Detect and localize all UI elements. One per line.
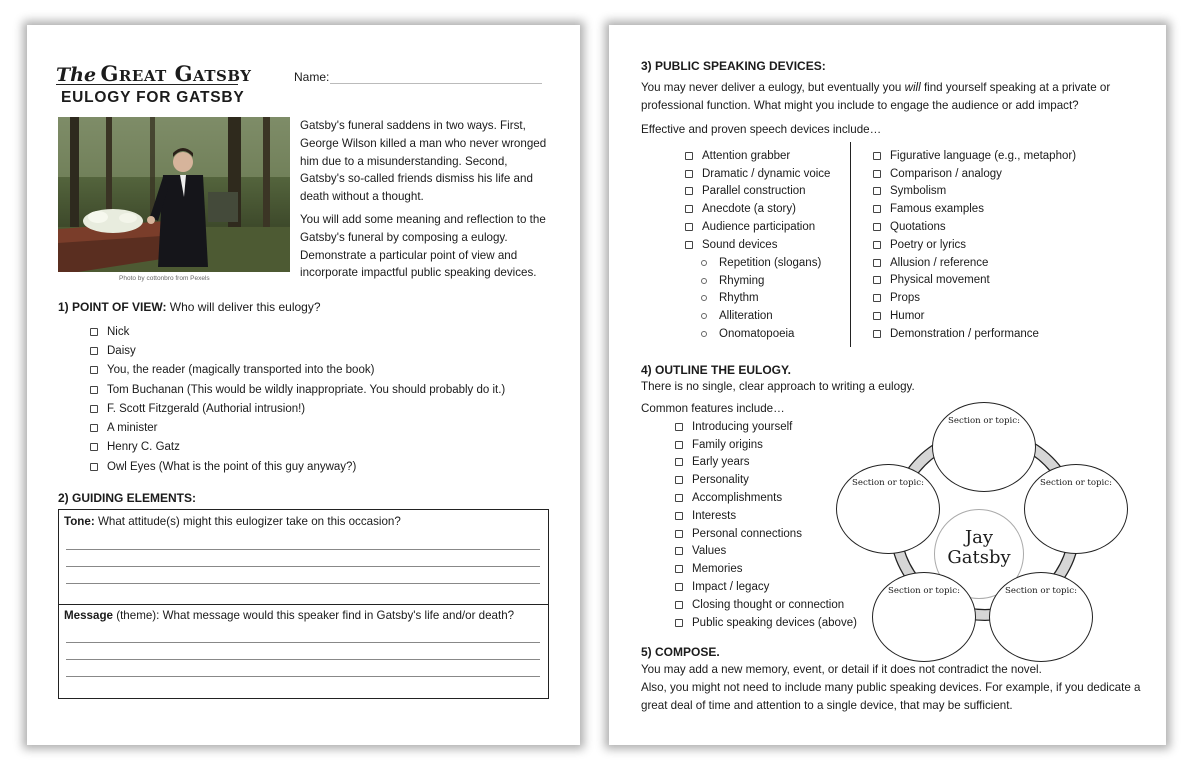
public-speaking-heading: 3) PUBLIC SPEAKING DEVICES: [641, 59, 826, 73]
device-label: Symbolism [890, 185, 947, 198]
outline-heading: 4) OUTLINE THE EULOGY. [641, 363, 792, 377]
feature-label: Personal connections [692, 527, 802, 540]
public-speaking-intro-emphasis: will [904, 81, 921, 94]
feature-option[interactable] [675, 507, 857, 525]
pov-option-label: Owl Eyes (What is the point of this guy anyway?) [107, 460, 357, 473]
pov-option[interactable] [90, 457, 505, 476]
title-logo [56, 61, 252, 86]
feature-label: Values [692, 545, 727, 558]
section-bubble-top[interactable] [932, 402, 1036, 492]
center-name-last: Gatsby [947, 547, 1011, 568]
checkbox-icon[interactable] [685, 205, 693, 213]
checkbox-icon[interactable] [873, 187, 881, 195]
name-label: Name: [294, 70, 330, 84]
devices-column-divider [850, 142, 851, 347]
section-bubble-label: Section or topic: [851, 478, 925, 488]
pov-option[interactable] [90, 341, 505, 360]
tone-prompt [64, 515, 401, 528]
pov-option-label: Tom Buchanan (This would be wildly inappropriate. You should probably do it.) [107, 383, 506, 396]
funeral-photo [58, 117, 290, 272]
point-of-view-question: Who will deliver this eulogy? [169, 300, 321, 314]
feature-option[interactable] [675, 614, 857, 632]
device-label: Humor [890, 310, 925, 323]
device-label: Attention grabber [702, 149, 791, 162]
bullet-circle-icon [701, 331, 707, 337]
device-option[interactable] [873, 200, 1076, 218]
device-label: Allusion / reference [890, 256, 989, 269]
bullet-circle-icon [701, 278, 707, 284]
answer-line[interactable] [66, 583, 540, 584]
answer-line[interactable] [66, 659, 540, 660]
message-box [58, 603, 549, 699]
compose-heading: 5) COMPOSE. [641, 645, 720, 659]
device-label: Famous examples [890, 203, 984, 216]
device-label: Dramatic / dynamic voice [702, 167, 831, 180]
logo-the: The [56, 64, 97, 86]
checkbox-icon[interactable] [873, 170, 881, 178]
tone-label: Tone: [64, 515, 95, 528]
device-label: Sound devices [702, 238, 778, 251]
pov-option-label: Nick [107, 325, 130, 338]
tone-box [58, 509, 549, 605]
checkbox-icon[interactable] [873, 223, 881, 231]
sound-device-item [701, 307, 821, 325]
device-option[interactable] [873, 165, 1076, 183]
feature-label: Introducing yourself [692, 420, 793, 433]
feature-label: Personality [692, 474, 749, 487]
checkbox-icon[interactable] [675, 458, 683, 466]
feature-option[interactable] [675, 436, 857, 454]
checkbox-icon[interactable] [675, 441, 683, 449]
section-bubble-right[interactable] [1024, 464, 1128, 554]
answer-line[interactable] [66, 549, 540, 550]
features-lead: Common features include… [641, 402, 785, 415]
devices-right-list [873, 147, 1076, 343]
sound-devices-list [701, 254, 821, 343]
checkbox-icon[interactable] [675, 423, 683, 431]
checkbox-icon[interactable] [675, 512, 683, 520]
public-speaking-intro [641, 79, 1141, 115]
checkbox-icon[interactable] [675, 565, 683, 573]
feature-option[interactable] [675, 418, 857, 436]
point-of-view-options [90, 322, 505, 476]
device-option[interactable] [685, 236, 830, 254]
checkbox-icon[interactable] [873, 152, 881, 160]
device-option[interactable] [873, 289, 1076, 307]
checkbox-icon[interactable] [873, 276, 881, 284]
public-speaking-intro-b: find yourself speaking at a private or professional function. What might you include to engage the audience or add impact? [641, 81, 1111, 112]
checkbox-icon[interactable] [873, 259, 881, 267]
checkbox-icon[interactable] [685, 152, 693, 160]
feature-option[interactable] [675, 596, 857, 614]
sound-device-label: Repetition (slogans) [719, 256, 822, 269]
checkbox-icon[interactable] [90, 424, 98, 432]
checkbox-icon[interactable] [685, 223, 693, 231]
checkbox-icon[interactable] [873, 330, 881, 338]
point-of-view-heading [58, 300, 321, 314]
answer-line[interactable] [66, 566, 540, 567]
eulogy-outline-diagram [834, 382, 1134, 642]
device-label: Poetry or lyrics [890, 238, 967, 251]
pov-option[interactable] [90, 361, 505, 380]
name-line[interactable] [330, 83, 542, 84]
device-option[interactable] [873, 183, 1076, 201]
logo-title: Great Gatsby [100, 61, 252, 86]
checkbox-icon[interactable] [873, 312, 881, 320]
device-option[interactable] [873, 236, 1076, 254]
checkbox-icon[interactable] [90, 443, 98, 451]
device-label: Parallel construction [702, 185, 806, 198]
devices-lead: Effective and proven speech devices include… [641, 123, 882, 136]
checkbox-icon[interactable] [685, 187, 693, 195]
section-bubble-label: Section or topic: [1004, 586, 1078, 596]
device-option[interactable] [873, 218, 1076, 236]
bullet-circle-icon [701, 260, 707, 266]
public-speaking-intro-a: You may never deliver a eulogy, but eventually you [641, 81, 905, 94]
device-option[interactable] [685, 218, 830, 236]
logo-rule [56, 84, 238, 85]
device-option[interactable] [873, 272, 1076, 290]
feature-label: Impact / legacy [692, 581, 770, 594]
compose-line-1: You may add a new memory, event, or detail if it does not contradict the novel. [641, 663, 1042, 676]
pov-option-label: Daisy [107, 344, 136, 357]
sound-device-item [701, 290, 821, 308]
outline-intro: There is no single, clear approach to writing a eulogy. [641, 380, 915, 393]
feature-option[interactable] [675, 543, 857, 561]
checkbox-icon[interactable] [90, 328, 98, 336]
pov-option[interactable] [90, 380, 505, 399]
checkbox-icon[interactable] [873, 205, 881, 213]
checkbox-icon[interactable] [675, 583, 683, 591]
checkbox-icon[interactable] [675, 530, 683, 538]
checkbox-icon[interactable] [873, 294, 881, 302]
checkbox-icon[interactable] [90, 405, 98, 413]
intro-paragraph-2: You will add some meaning and reflection to the Gatsby's funeral by composing a eulogy. Demonstrate a particular point of view and incorporate impactful public speaking devices. [300, 213, 546, 280]
checkbox-icon[interactable] [90, 463, 98, 471]
checkbox-icon[interactable] [675, 476, 683, 484]
feature-option[interactable] [675, 471, 857, 489]
worksheet-page-2 [609, 25, 1166, 745]
feature-label: Public speaking devices (above) [692, 616, 857, 629]
section-bubble-bottom-left[interactable] [872, 572, 976, 662]
checkbox-icon[interactable] [675, 619, 683, 627]
feature-label: Closing thought or connection [692, 598, 845, 611]
answer-line[interactable] [66, 676, 540, 677]
device-label: Anecdote (a story) [702, 203, 796, 216]
message-question: (theme): What message would this speaker find in Gatsby's life and/or death? [116, 609, 515, 622]
sound-device-item [701, 325, 821, 343]
feature-option[interactable] [675, 578, 857, 596]
device-label: Quotations [890, 221, 946, 234]
section-bubble-bottom-right[interactable] [989, 572, 1093, 662]
feature-label: Family origins [692, 438, 763, 451]
device-label: Figurative language (e.g., metaphor) [890, 149, 1077, 162]
sound-device-label: Rhyming [719, 274, 765, 287]
bullet-circle-icon [701, 313, 707, 319]
pov-option[interactable] [90, 438, 505, 457]
sound-device-label: Onomatopoeia [719, 328, 795, 341]
worksheet-subtitle: EULOGY FOR GATSBY [61, 89, 245, 106]
devices-left-list [685, 147, 830, 254]
message-prompt [64, 609, 514, 622]
device-option[interactable] [873, 254, 1076, 272]
feature-label: Early years [692, 456, 750, 469]
sound-device-item [701, 272, 821, 290]
compose-line-2: Also, you might not need to include many public speaking devices. For example, if you dedicate a great deal of time and attention to a single device, that may be sufficient. [641, 681, 1141, 712]
pov-option-label: You, the reader (magically transported into the book) [107, 364, 375, 377]
checkbox-icon[interactable] [675, 601, 683, 609]
feature-label: Interests [692, 509, 737, 522]
sound-device-item [701, 254, 821, 272]
pov-option[interactable] [90, 399, 505, 418]
pov-option-label: Henry C. Gatz [107, 441, 180, 454]
device-option[interactable] [873, 307, 1076, 325]
section-bubble-label: Section or topic: [947, 416, 1021, 426]
section-bubble-left[interactable] [836, 464, 940, 554]
point-of-view-label: 1) POINT OF VIEW: [58, 300, 167, 314]
device-option[interactable] [685, 183, 830, 201]
bullet-circle-icon [701, 295, 707, 301]
checkbox-icon[interactable] [90, 366, 98, 374]
sound-device-label: Alliteration [719, 310, 773, 323]
section-bubble-label: Section or topic: [887, 586, 961, 596]
device-option[interactable] [873, 147, 1076, 165]
funeral-photo-illustration [58, 117, 290, 272]
center-name-first: Jay [964, 527, 994, 548]
feature-option[interactable] [675, 489, 857, 507]
checkbox-icon[interactable] [873, 241, 881, 249]
feature-option[interactable] [675, 525, 857, 543]
section-bubble-label: Section or topic: [1039, 478, 1113, 488]
checkbox-icon[interactable] [685, 241, 693, 249]
tone-question: What attitude(s) might this eulogizer take on this occasion? [97, 515, 401, 528]
pov-option[interactable] [90, 322, 505, 341]
device-option[interactable] [685, 147, 830, 165]
center-name [935, 528, 1023, 568]
guiding-elements-heading: 2) GUIDING ELEMENTS: [58, 491, 197, 505]
feature-option[interactable] [675, 454, 857, 472]
device-label: Props [890, 292, 921, 305]
device-option[interactable] [685, 165, 830, 183]
feature-label: Accomplishments [692, 492, 783, 505]
pov-option-label: F. Scott Fitzgerald (Authorial intrusion!) [107, 402, 306, 415]
pov-option-label: A minister [107, 422, 158, 435]
intro-paragraph-1: Gatsby's funeral saddens in two ways. First, George Wilson killed a man who never wronged him due to a misunderstanding. Second, Gatsby's so-called friends dismiss his life and death without a thought. [300, 119, 547, 204]
answer-line[interactable] [66, 642, 540, 643]
photo-credit: Photo by cottonbro from Pexels [119, 275, 210, 282]
features-list [675, 418, 857, 632]
checkbox-icon[interactable] [685, 170, 693, 178]
device-label: Physical movement [890, 274, 990, 287]
checkbox-icon[interactable] [675, 547, 683, 555]
worksheet-page-1 [27, 25, 580, 745]
pov-option[interactable] [90, 418, 505, 437]
checkbox-icon[interactable] [90, 347, 98, 355]
message-label: Message [64, 609, 113, 622]
feature-option[interactable] [675, 560, 857, 578]
device-label: Comparison / analogy [890, 167, 1002, 180]
device-option[interactable] [873, 325, 1076, 343]
device-label: Demonstration / performance [890, 327, 1039, 340]
checkbox-icon[interactable] [90, 386, 98, 394]
device-label: Audience participation [702, 221, 816, 234]
sound-device-label: Rhythm [719, 292, 759, 305]
device-option[interactable] [685, 200, 830, 218]
checkbox-icon[interactable] [675, 494, 683, 502]
feature-label: Memories [692, 563, 743, 576]
